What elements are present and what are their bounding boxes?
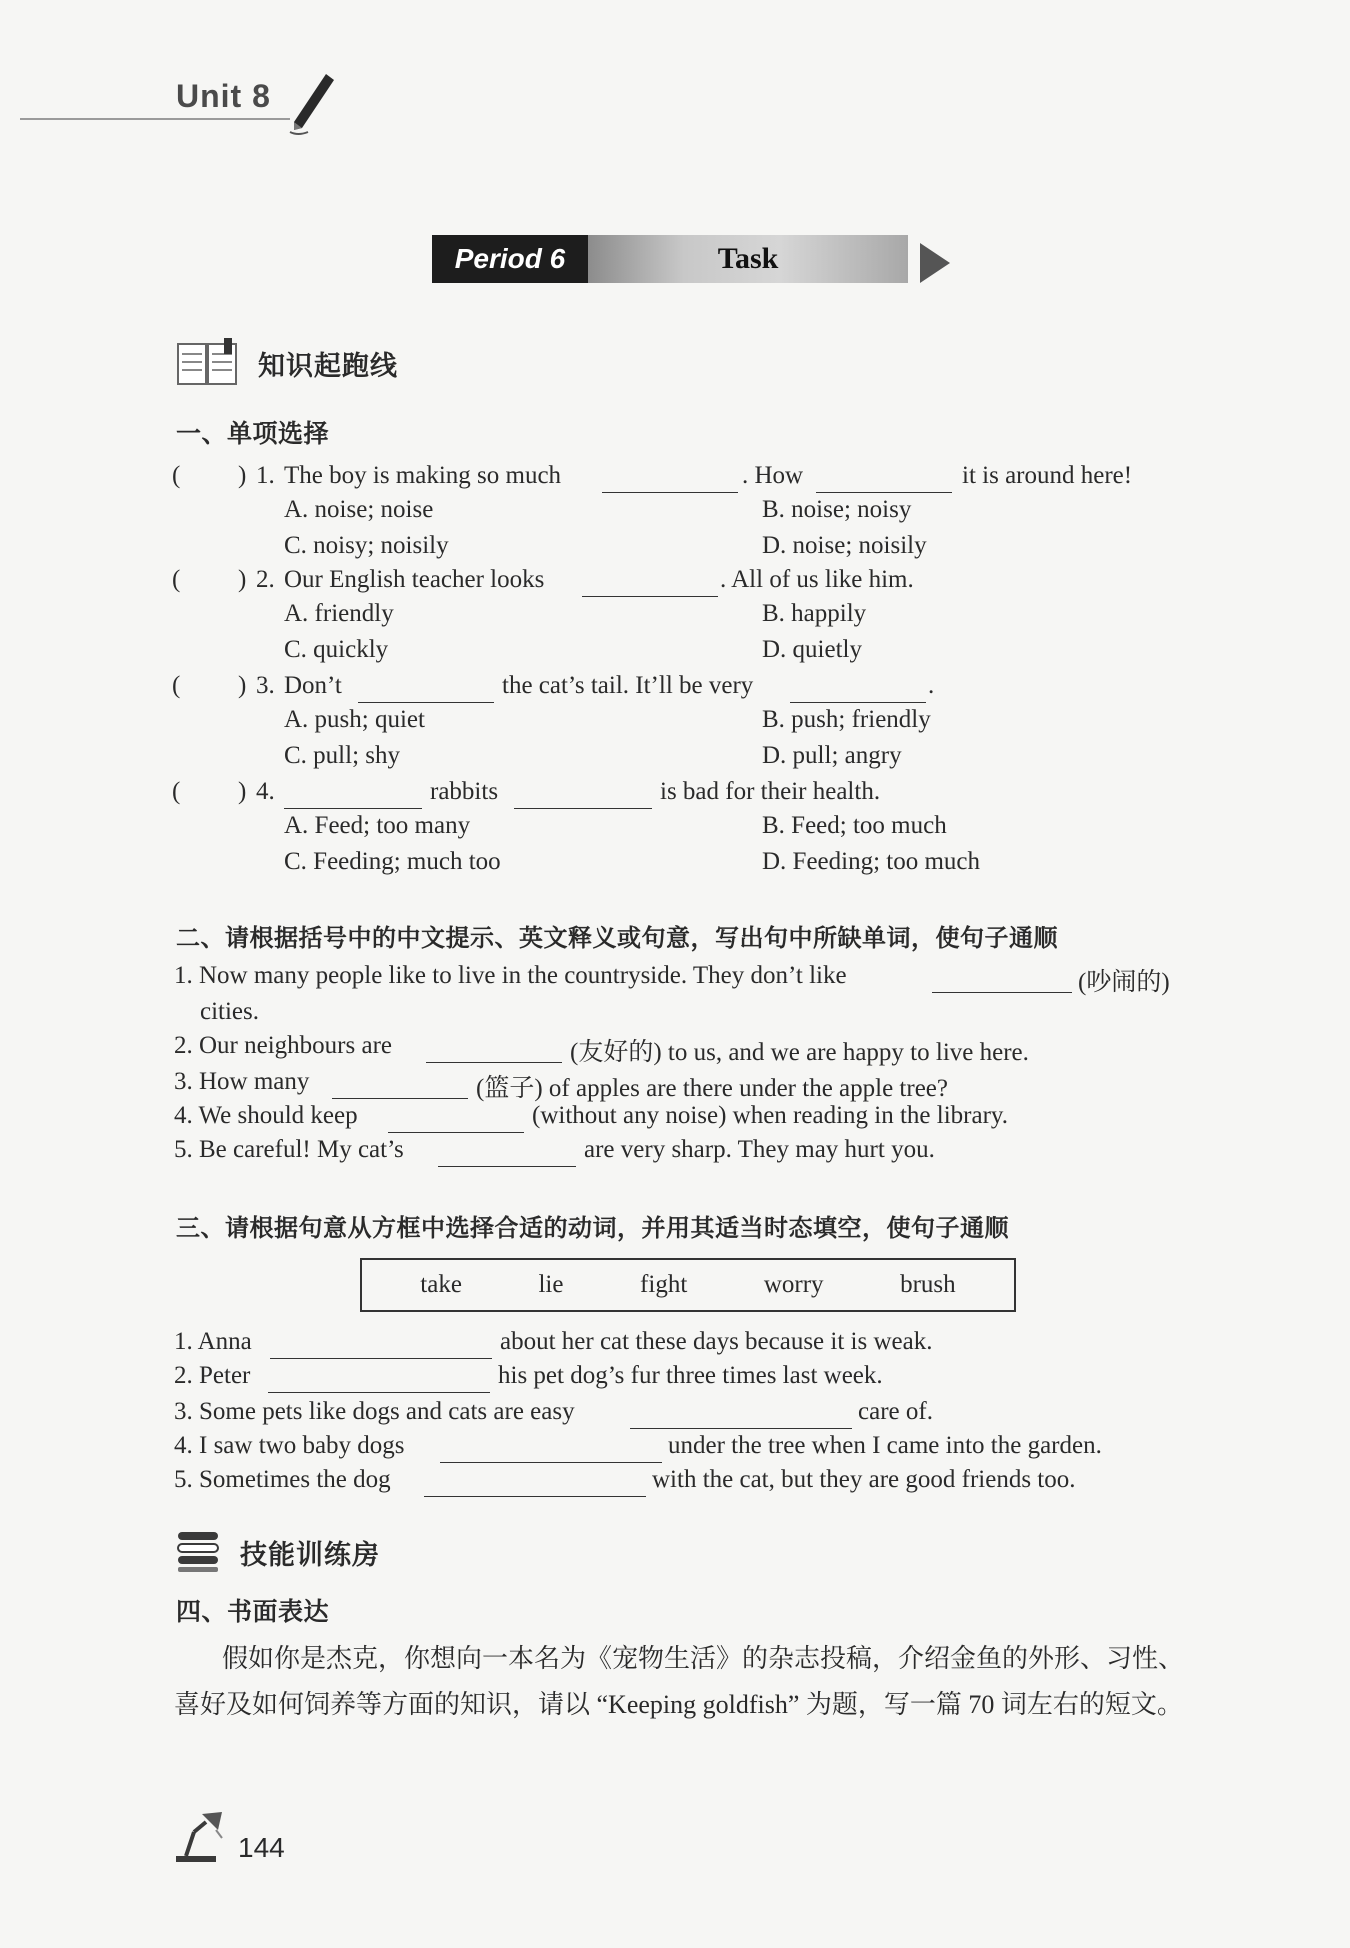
word-option: take [420,1271,462,1298]
option-a: A. push; quiet [284,706,425,733]
header-rule [20,118,290,120]
workbook-page: Unit 8 Period 6 Task 知识起跑线 一、单项选择 ( ) 1. The boy is making so much . How it is around here! A. noise; noise B. noise; noisy C. noisy; noisily D. noise; noisily ( ) 2. Our English teacher looks . All of us like him. A. friendly B. happily C. quickly D. quietly ( ) 3. Don’t the cat’s tail. It’ll be very . A. push; quiet B. push; friendly C. pull; shy D. pull; angry ( ) 4. rabbits is bad for their health. A. Feed; too many B. Feed; too much C. Feeding; much too D. Feeding; too much 二、请根据括号中的中文提示、英文释义或句意，写出句中所缺单词，使句子通顺 1. Now many people like to live in the countryside. They don’t like (吵闹的) cities. 2. Our neighbours are (友好的) to us, and we are happy to live here. 3. How many (篮子) of apples are there under the apple tree? 4. We should keep (without any noise) when reading in the library. 5. Be careful! My cat’s are very sharp. They may hurt you. 三、请根据句意从方框中选择合适的动词，并用其适当时态填空，使句子通顺 take lie fight worry brush 1. Anna about her cat these days because it is weak. 2. Peter his pet dog’s fur three times last week. 3. Some pets like dogs and cats are easy care of. 4. I saw two baby dogs under the tree when I came into the garden. 5. Sometimes the dog with the cat, but they are good friends too. 技能训练房 四、书面表达 假如你是杰克，你想向一本名为《宠物生活》的杂志投稿，介绍金鱼的外形、习性、 喜好及如何饲养等方面的知识，请以 “Keeping goldfish” 为题，写一篇 70 词左右的短文。 144 [0,0,1350,1948]
heading-verb-fill: 三、请根据句意从方框中选择合适的动词，并用其适当时态填空，使句子通顺 [176,1214,1009,1242]
writing-prompt-line-1: 假如你是杰克，你想向一本名为《宠物生活》的杂志投稿，介绍金鱼的外形、习性、 [222,1644,1185,1673]
answer-blank[interactable] [582,574,718,597]
answer-blank[interactable] [358,680,494,703]
option-d: D. quietly [762,636,862,663]
answer-blank[interactable] [270,1336,492,1359]
heading-writing: 四、书面表达 [176,1597,330,1626]
pencil-icon [282,70,342,140]
option-b: B. push; friendly [762,706,931,733]
answer-blank[interactable] [424,1474,646,1497]
section-title: 知识起跑线 [258,350,398,382]
option-c: C. Feeding; much too [284,848,501,875]
option-d: D. Feeding; too much [762,848,981,875]
option-b: B. Feed; too much [762,812,947,839]
option-c: C. noisy; noisily [284,532,449,559]
option-c: C. quickly [284,636,389,663]
answer-blank[interactable] [284,786,422,809]
option-b: B. happily [762,600,867,627]
word-option: fight [640,1271,688,1298]
word-option: lie [538,1271,564,1298]
answer-blank[interactable] [602,470,738,493]
option-d: D. noise; noisily [762,532,927,559]
answer-blank[interactable] [426,1040,562,1063]
word-option: brush [900,1271,956,1298]
answer-blank[interactable] [438,1144,576,1167]
unit-header [20,78,320,122]
section-skills-header [176,1530,380,1574]
period-banner [432,235,952,285]
answer-blank[interactable] [514,786,652,809]
answer-blank[interactable] [630,1406,852,1429]
option-a: A. Feed; too many [284,812,471,839]
answer-blank[interactable] [440,1440,662,1463]
task-label: Task [588,235,908,283]
writing-prompt-line-2: 喜好及如何饲养等方面的知识，请以 “Keeping goldfish” 为题，写一篇 70 词左右的短文。 [174,1690,1183,1719]
period-label: Period 6 [432,235,588,283]
section-knowledge-header [176,338,398,388]
word-box [360,1258,1016,1312]
book-icon [176,338,240,388]
stack-icon [176,1530,222,1574]
answer-blank[interactable] [388,1110,524,1133]
page-number: 144 [238,1832,285,1863]
answer-blank[interactable] [790,680,926,703]
answer-blank[interactable] [932,970,1072,993]
option-c: C. pull; shy [284,742,400,769]
option-d: D. pull; angry [762,742,902,769]
unit-title: Unit 8 [176,78,271,114]
arrow-right-icon [920,243,950,283]
lamp-icon [172,1808,232,1864]
heading-fill-words: 二、请根据括号中的中文提示、英文释义或句意，写出句中所缺单词，使句子通顺 [176,924,1058,952]
word-option: worry [763,1271,824,1298]
answer-blank[interactable] [268,1370,490,1393]
answer-blank[interactable] [332,1076,468,1099]
option-b: B. noise; noisy [762,496,912,523]
option-a: A. friendly [284,600,394,627]
answer-blank[interactable] [816,470,952,493]
option-a: A. noise; noise [284,496,434,523]
section-title: 技能训练房 [240,1539,380,1571]
heading-single-choice: 一、单项选择 [176,419,330,448]
